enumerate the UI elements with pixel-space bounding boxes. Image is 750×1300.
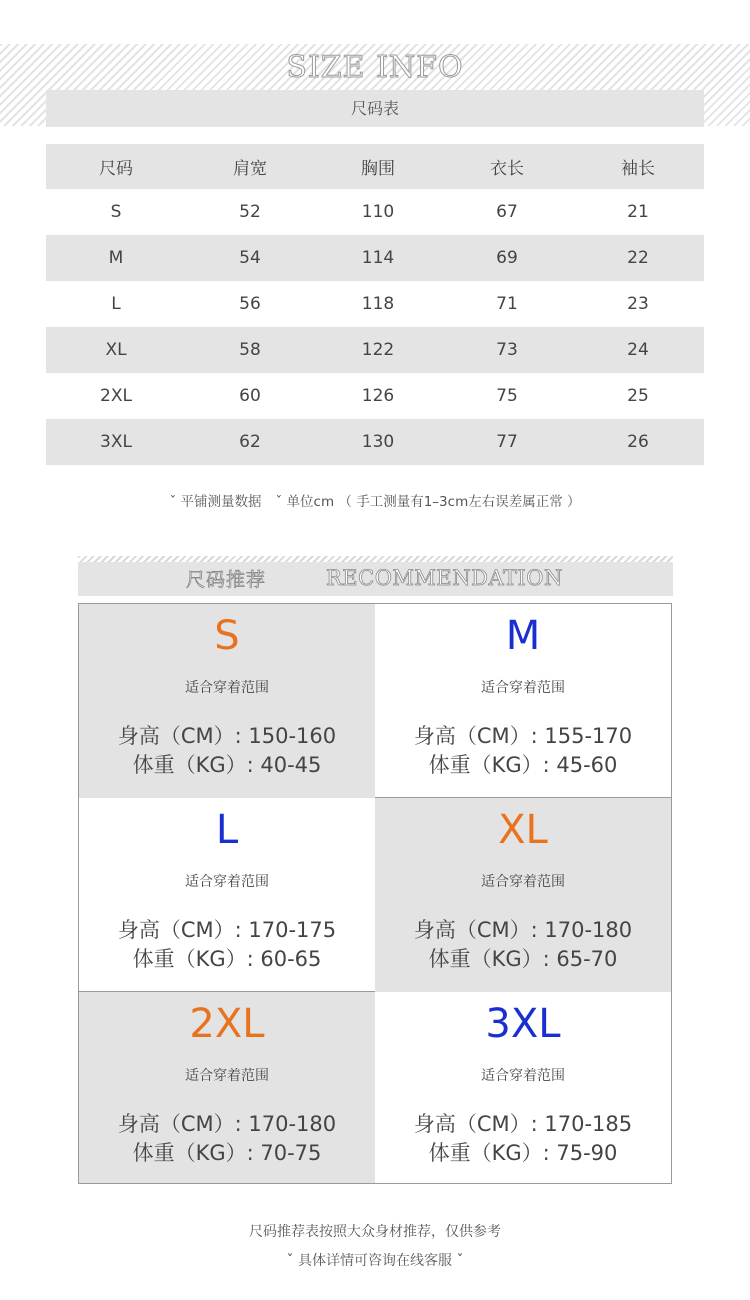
recommendation-card-m (375, 604, 671, 798)
recommendation-title-cn: 尺码推荐 (186, 569, 267, 591)
table-header-row (46, 144, 704, 189)
size-table (46, 144, 704, 465)
recommendation-card-xl (375, 798, 671, 992)
table-cell: 24 (627, 340, 649, 360)
table-cell: 77 (496, 432, 518, 452)
recommendation-title-en: RECOMMENDATION (326, 566, 563, 590)
fit-range-label: 适合穿着范围 (481, 680, 565, 696)
table-cell: 110 (361, 202, 395, 222)
table-cell: 56 (239, 294, 261, 314)
table-row (46, 419, 704, 465)
recommendation-card-2xl (79, 992, 375, 1183)
table-row (46, 327, 704, 373)
weight-range: 体重（KG）: 70-75 (132, 1141, 322, 1165)
fit-range-label: 适合穿着范围 (185, 680, 269, 696)
height-range: 身高（CM）: 150-160 (117, 724, 337, 748)
recommendation-size: S (214, 613, 240, 659)
footer-contact-note: ˇ 具体详情可咨询在线客服 ˇ (286, 1253, 464, 1269)
recommendation-size: 2XL (189, 1001, 265, 1047)
note-flat-measure: ˇ 平铺测量数据 (169, 494, 262, 510)
table-cell: XL (105, 340, 127, 360)
recommendation-size: L (215, 807, 239, 853)
recommendation-size: 3XL (485, 1001, 561, 1047)
table-cell: 25 (627, 386, 649, 406)
fit-range-label: 适合穿着范围 (185, 874, 269, 890)
weight-range: 体重（KG）: 45-60 (428, 753, 618, 777)
table-cell: 126 (361, 386, 395, 406)
column-header: 胸围 (361, 159, 395, 179)
note-unit: ˇ 单位cm （ 手工测量有1–3cm左右误差属正常 ） (275, 494, 581, 510)
table-cell: 130 (361, 432, 395, 452)
height-range: 身高（CM）: 170-180 (117, 1112, 337, 1136)
table-cell: 2XL (100, 386, 132, 406)
recommendation-card-3xl (375, 992, 671, 1183)
height-range: 身高（CM）: 170-180 (413, 918, 633, 942)
table-row (46, 189, 704, 235)
column-header: 肩宽 (233, 159, 267, 179)
recommendation-card-s (79, 604, 375, 798)
table-cell: M (108, 248, 124, 268)
size-chart-subtitle: 尺码表 (46, 90, 704, 127)
weight-range: 体重（KG）: 75-90 (428, 1141, 618, 1165)
table-cell: 26 (627, 432, 649, 452)
table-cell: L (111, 294, 121, 314)
table-cell: 75 (496, 386, 518, 406)
table-cell: 23 (627, 294, 649, 314)
table-cell: 69 (496, 248, 518, 268)
table-cell: 122 (361, 340, 395, 360)
table-cell: 67 (496, 202, 518, 222)
table-cell: 22 (627, 248, 649, 268)
weight-range: 体重（KG）: 60-65 (132, 947, 322, 971)
table-row (46, 281, 704, 327)
table-row (46, 235, 704, 281)
table-cell: 52 (239, 202, 261, 222)
weight-range: 体重（KG）: 65-70 (428, 947, 618, 971)
fit-range-label: 适合穿着范围 (481, 874, 565, 890)
height-range: 身高（CM）: 155-170 (413, 724, 633, 748)
recommendation-size: M (505, 613, 541, 659)
table-cell: 3XL (100, 432, 132, 452)
height-range: 身高（CM）: 170-175 (117, 918, 337, 942)
table-cell: 71 (496, 294, 518, 314)
table-cell: 54 (239, 248, 261, 268)
fit-range-label: 适合穿着范围 (481, 1068, 565, 1084)
column-header: 尺码 (99, 159, 133, 179)
table-cell: S (110, 202, 122, 222)
footer-disclaimer: 尺码推荐表按照大众身材推荐，仅供参考 (249, 1224, 501, 1240)
height-range: 身高（CM）: 170-185 (413, 1112, 633, 1136)
size-info-title: SIZE INFO (286, 50, 464, 85)
measurement-note (0, 490, 750, 510)
table-cell: 118 (361, 294, 395, 314)
table-cell: 114 (361, 248, 395, 268)
column-header: 袖长 (621, 159, 655, 179)
weight-range: 体重（KG）: 40-45 (132, 753, 322, 777)
table-row (46, 373, 704, 419)
recommendation-grid (78, 603, 672, 1184)
table-cell: 60 (239, 386, 261, 406)
table-cell: 73 (496, 340, 518, 360)
recommendation-size: XL (498, 807, 548, 853)
recommendation-card-l (79, 798, 375, 992)
table-cell: 62 (239, 432, 261, 452)
fit-range-label: 适合穿着范围 (185, 1068, 269, 1084)
table-cell: 21 (627, 202, 649, 222)
column-header: 衣长 (490, 159, 524, 179)
table-cell: 58 (239, 340, 261, 360)
